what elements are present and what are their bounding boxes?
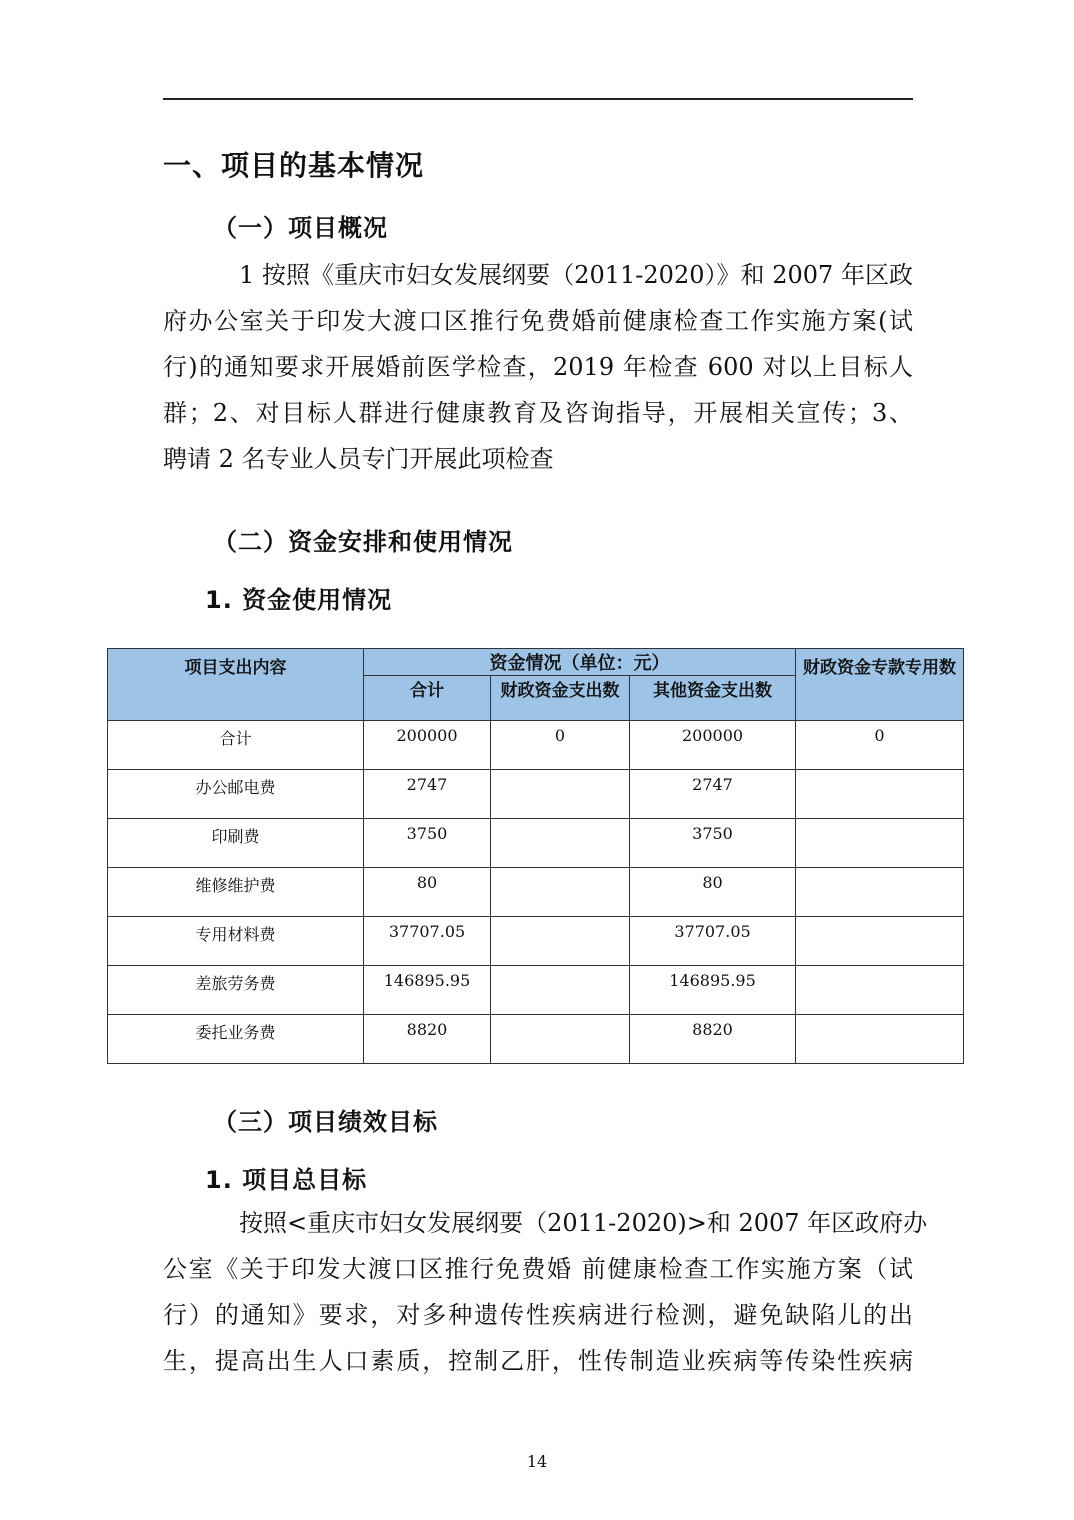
page-number: 14	[526, 1452, 548, 1471]
cell-other: 2747	[630, 770, 796, 819]
cell-item: 印刷费	[108, 819, 364, 868]
cell-total: 80	[364, 868, 491, 917]
cell-total: 200000	[364, 721, 491, 770]
subheading-overall-goal: 1. 项目总目标	[205, 1166, 368, 1194]
cell-total: 2747	[364, 770, 491, 819]
header-total: 合计	[364, 676, 491, 721]
cell-total: 3750	[364, 819, 491, 868]
cell-other: 200000	[630, 721, 796, 770]
cell-item: 专用材料费	[108, 917, 364, 966]
table-row	[108, 966, 964, 1015]
cell-special: 0	[796, 721, 964, 770]
paragraph-overview	[163, 252, 913, 482]
cell-other: 3750	[630, 819, 796, 868]
cell-special	[796, 770, 964, 819]
cell-total: 146895.95	[364, 966, 491, 1015]
cell-other: 146895.95	[630, 966, 796, 1015]
cell-fiscal	[491, 868, 630, 917]
header-fund-group: 资金情况（单位：元）	[364, 649, 796, 676]
text-line: 生，提高出生人口素质，控制乙肝，性传制造业疾病等传染性疾病	[163, 1347, 913, 1375]
text-line: 府办公室关于印发大渡口区推行免费婚前健康检查工作实施方案(试	[163, 307, 913, 335]
paragraph-goal	[163, 1200, 928, 1384]
fund-usage-table	[107, 648, 964, 1064]
header-other: 其他资金支出数	[630, 676, 796, 721]
cell-item: 维修维护费	[108, 868, 364, 917]
cell-fiscal	[491, 966, 630, 1015]
cell-special	[796, 1015, 964, 1064]
cell-item: 委托业务费	[108, 1015, 364, 1064]
cell-total: 37707.05	[364, 917, 491, 966]
cell-special	[796, 819, 964, 868]
cell-other: 80	[630, 868, 796, 917]
cell-item: 差旅劳务费	[108, 966, 364, 1015]
section-heading-basic-info: 一、项目的基本情况	[163, 149, 425, 182]
text-line: 聘请 2 名专业人员专门开展此项检查	[163, 445, 554, 473]
subheading-funding: （二）资金安排和使用情况	[213, 528, 513, 556]
subheading-fund-usage: 1. 资金使用情况	[205, 586, 393, 614]
table-row	[108, 721, 964, 770]
cell-fiscal	[491, 770, 630, 819]
text-line: 1 按照《重庆市妇女发展纲要（2011-2020）》和 2007 年区政	[239, 261, 913, 289]
cell-total: 8820	[364, 1015, 491, 1064]
cell-item: 合计	[108, 721, 364, 770]
table-row	[108, 819, 964, 868]
text-line: 公室《关于印发大渡口区推行免费婚 前健康检查工作实施方案（试	[163, 1255, 913, 1283]
cell-special	[796, 868, 964, 917]
cell-fiscal	[491, 819, 630, 868]
table-row	[108, 917, 964, 966]
cell-item: 办公邮电费	[108, 770, 364, 819]
cell-fiscal	[491, 1015, 630, 1064]
cell-fiscal: 0	[491, 721, 630, 770]
subheading-performance: （三）项目绩效目标	[213, 1108, 438, 1136]
cell-special	[796, 917, 964, 966]
cell-other: 8820	[630, 1015, 796, 1064]
header-rule	[163, 98, 913, 100]
header-fiscal: 财政资金支出数	[491, 676, 630, 721]
cell-other: 37707.05	[630, 917, 796, 966]
table-row	[108, 1015, 964, 1064]
text-line: 行）的通知》要求，对多种遗传性疾病进行检测，避免缺陷儿的出	[163, 1301, 913, 1329]
text-line: 按照<重庆市妇女发展纲要（2011-2020)>和 2007 年区政府办	[239, 1209, 928, 1237]
header-item: 项目支出内容	[108, 649, 364, 721]
table-row	[108, 868, 964, 917]
text-line: 行)的通知要求开展婚前医学检查，2019 年检查 600 对以上目标人	[163, 353, 913, 381]
cell-special	[796, 966, 964, 1015]
subheading-overview: （一）项目概况	[213, 214, 388, 242]
header-special: 财政资金专款专用数	[796, 649, 964, 721]
text-line: 群；2、对目标人群进行健康教育及咨询指导，开展相关宣传；3、	[163, 399, 913, 427]
table-row	[108, 770, 964, 819]
cell-fiscal	[491, 917, 630, 966]
